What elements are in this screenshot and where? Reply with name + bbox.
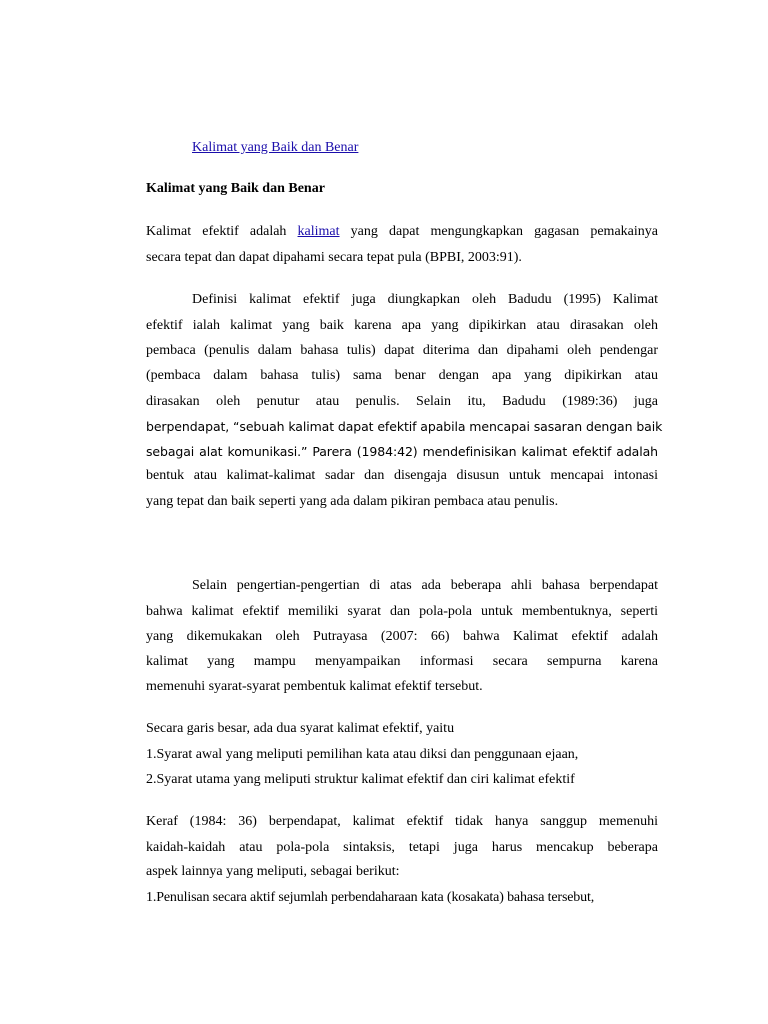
paragraph-1-line-2: secara tepat dan dapat dipahami secara tepat pula (BPBI, 2003:91).: [146, 250, 522, 265]
paragraph-3-line-5: memenuhi syarat-syarat pembentuk kalimat efektif tersebut.: [146, 679, 483, 694]
paragraph-3-line-3: yang dikemukakan oleh Putrayasa (2007: 66) bahwa Kalimat efektif adalah: [146, 629, 658, 644]
paragraph-3-line-4: kalimat yang mampu menyampaikan informasi secara sempurna karena: [146, 654, 658, 669]
paragraph-5-line-2: kaidah-kaidah atau pola-pola sintaksis, tetapi juga harus mencakup beberapa: [146, 840, 658, 855]
paragraph-2-line-3: pembaca (penulis dalam bahasa tulis) dapat diterima dan dipahami oleh pendengar: [146, 343, 658, 358]
paragraph-2-line-9: yang tepat dan baik seperti yang ada dalam pikiran pembaca atau penulis.: [146, 494, 559, 509]
title-link-line: [192, 139, 358, 156]
list-item-2: 2.Syarat utama yang meliputi struktur kalimat efektif dan ciri kalimat efektif: [146, 772, 575, 787]
paragraph-2-line-7: sebagai alat komunikasi.” Parera (1984:42) mendefinisikan kalimat efektif adalah: [146, 444, 658, 459]
list-item-aspek-1: 1.Penulisan secara aktif sejumlah perbendaharaan kata (kosakata) bahasa tersebut,: [146, 890, 595, 905]
title-link[interactable]: Kalimat yang Baik dan Benar: [192, 140, 359, 155]
paragraph-5-line-1: Keraf (1984: 36) berpendapat, kalimat efektif tidak hanya sanggup memenuhi: [146, 814, 658, 829]
paragraph-2-line-2: efektif ialah kalimat yang baik karena apa yang dipikirkan atau dirasakan oleh: [146, 318, 658, 333]
paragraph-2-line-5: dirasakan oleh penutur atau penulis. Selain itu, Badudu (1989:36) juga: [146, 394, 658, 409]
paragraph-1-text-b: yang dapat mengungkapkan gagasan pemakainya: [339, 224, 658, 239]
list-item-1: 1.Syarat awal yang meliputi pemilihan kata atau diksi dan penggunaan ejaan,: [146, 747, 579, 762]
paragraph-2-line-8: bentuk atau kalimat-kalimat sadar dan disengaja disusun untuk mencapai intonasi: [146, 468, 658, 483]
paragraph-1-text-a: Kalimat efektif adalah: [146, 224, 298, 239]
paragraph-2-line-1: Definisi kalimat efektif juga diungkapkan oleh Badudu (1995) Kalimat: [192, 292, 658, 307]
paragraph-2-line-4: (pembaca dalam bahasa tulis) sama benar dengan apa yang dipikirkan atau: [146, 368, 658, 383]
paragraph-3-line-1: Selain pengertian-pengertian di atas ada beberapa ahli bahasa berpendapat: [192, 578, 658, 593]
paragraph-1-line-1: [146, 223, 658, 240]
kalimat-link[interactable]: kalimat: [297, 224, 340, 239]
paragraph-2-line-6: berpendapat, “sebuah kalimat dapat efektif apabila mencapai sasaran dengan baik: [146, 419, 663, 434]
paragraph-3-line-2: bahwa kalimat efektif memiliki syarat dan pola-pola untuk membentuknya, seperti: [146, 604, 658, 619]
paragraph-4-intro: Secara garis besar, ada dua syarat kalimat efektif, yaitu: [146, 721, 455, 736]
paragraph-5-line-3: aspek lainnya yang meliputi, sebagai berikut:: [146, 864, 400, 879]
section-heading: Kalimat yang Baik dan Benar: [146, 181, 325, 196]
